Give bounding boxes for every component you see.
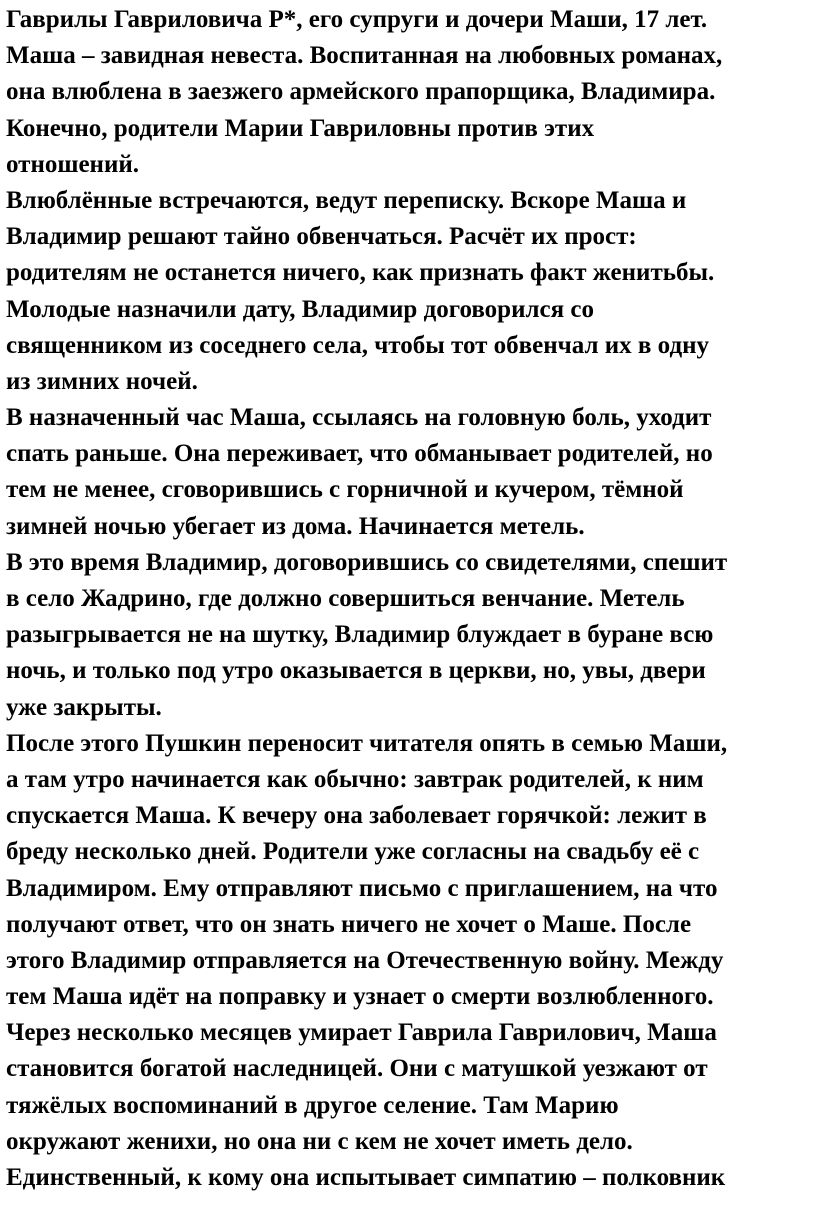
text-line: этого Владимир отправляется на Отечественную войну. Между	[6, 946, 724, 974]
text-line: Владимиром. Ему отправляют письмо с приглашением, на что	[6, 874, 718, 902]
text-line: она влюблена в заезжего армейского прапорщика, Владимира.	[6, 78, 716, 106]
text-line: Владимир решают тайно обвенчаться. Расчёт их прост:	[6, 223, 637, 251]
text-line: Единственный, к кому она испытывает симпатию – полковник	[6, 1164, 726, 1191]
text-line: становится богатой наследницей. Они с матушкой уезжают от	[6, 1055, 708, 1083]
text-line: Молодые назначили дату, Владимир договорился со	[6, 295, 594, 323]
text-line: тем Маша идёт на поправку и узнает о смерти возлюбленного.	[6, 983, 714, 1011]
document-body	[6, 2, 814, 1196]
text-line: бреду несколько дней. Родители уже согласны на свадьбу её с	[6, 838, 700, 866]
text-line: Через несколько месяцев умирает Гаврила Гаврилович, Маша	[6, 1019, 717, 1047]
text-line: разыгрывается не на шутку, Владимир блуждает в буране всю	[6, 621, 714, 649]
text-line: окружают женихи, но она ни с кем не хочет иметь дело.	[6, 1127, 633, 1155]
text-line: священником из соседнего села, чтобы тот обвенчал их в одну	[6, 331, 710, 359]
text-line: тем не менее, сговорившись с горничной и кучером, тёмной	[6, 476, 684, 504]
text-line: получают ответ, что он знать ничего не хочет о Маше. После	[6, 910, 692, 938]
text-line: Маша – завидная невеста. Воспитанная на любовных романах,	[6, 42, 723, 70]
text-line: родителям не останется ничего, как признать факт женитьбы.	[6, 259, 715, 287]
text-line: Влюблённые встречаются, ведут переписку. Вскоре Маша и	[6, 186, 687, 214]
text-line: а там утро начинается как обычно: завтрак родителей, к ним	[6, 765, 704, 793]
text-line: ночь, и только под утро оказывается в церкви, но, увы, двери	[6, 657, 706, 685]
text-line: В назначенный час Маша, ссылаясь на головную боль, уходит	[6, 404, 712, 432]
text-line: уже закрыты.	[6, 693, 162, 721]
text-line: отношений.	[6, 150, 140, 178]
text-line: В это время Владимир, договорившись со свидетелями, спешит	[6, 548, 728, 576]
text-line: тяжёлых воспоминаний в другое селение. Там Марию	[6, 1091, 619, 1119]
text-line: спускается Маша. К вечеру она заболевает горячкой: лежит в	[6, 802, 707, 830]
text-line: зимней ночью убегает из дома. Начинается метель.	[6, 512, 585, 540]
text-line: в село Жадрино, где должно совершиться венчание. Метель	[6, 585, 685, 612]
text-line: Гаврилы Гавриловича Р*, его супруги и дочери Маши, 17 лет.	[6, 6, 708, 33]
text-line: спать раньше. Она переживает, что обманывает родителей, но	[6, 440, 713, 468]
text-line: из зимних ночей.	[6, 367, 198, 395]
text-line: После этого Пушкин переносит читателя опять в семью Маши,	[6, 729, 728, 757]
text-line: Конечно, родители Марии Гавриловны против этих	[6, 114, 595, 142]
